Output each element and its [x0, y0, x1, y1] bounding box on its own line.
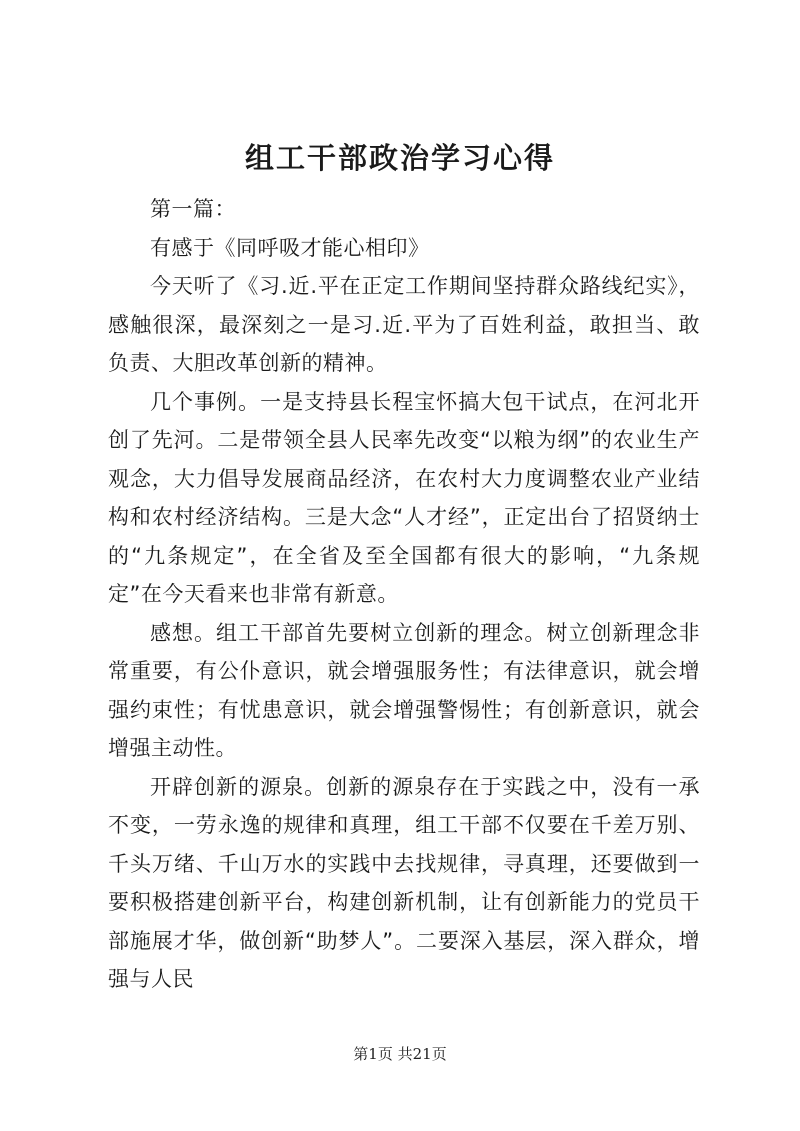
page-number-footer: 第1页 共21页	[353, 1045, 447, 1063]
document-title: 组工干部政治学习心得	[244, 141, 555, 175]
paragraph-subtitle: 有感于《同呼吸才能心相印》	[150, 235, 430, 260]
paragraph: 开辟创新的源泉。创新的源泉存在于实践之中，没有一承不变，一劳永逸的规律和真理，组工干部不仅要在千差万别、千头万绪、千山万水的实践中去找规律，寻真理，还要做到一要积极搭建创新平台，构建创新机制，让有创新能力的党员干部施展才华，做创新“助梦人”。二要深入基层，深入群众，增强与人民	[108, 774, 700, 991]
paragraph: 感想。组工干部首先要树立创新的理念。树立创新理念非常重要，有公仆意识，就会增强服务性；有法律意识，就会增强约束性；有忧患意识，就会增强警惕性；有创新意识，就会增强主动性。	[108, 620, 700, 760]
paragraph: 几个事例。一是支持县长程宝怀搞大包干试点，在河北开创了先河。二是带领全县人民率先改变“以粮为纲”的农业生产观念，大力倡导发展商品经济，在农村大力度调整农业产业结构和农村经济结构。三是大念“人才经”，正定出台了招贤纳士的“九条规定”，在全省及至全国都有很大的影响，“九条规定”在今天看来也非常有新意。	[108, 389, 700, 606]
paragraph-section-heading: 第一篇：	[150, 197, 236, 221]
document-body	[108, 190, 700, 999]
paragraph: 今天听了《习.近.平在正定工作期间坚持群众路线纪实》，感触很深，最深刻之一是习.近.平为了百姓利益，敢担当、敢负责、大胆改革创新的精神。	[108, 274, 700, 375]
